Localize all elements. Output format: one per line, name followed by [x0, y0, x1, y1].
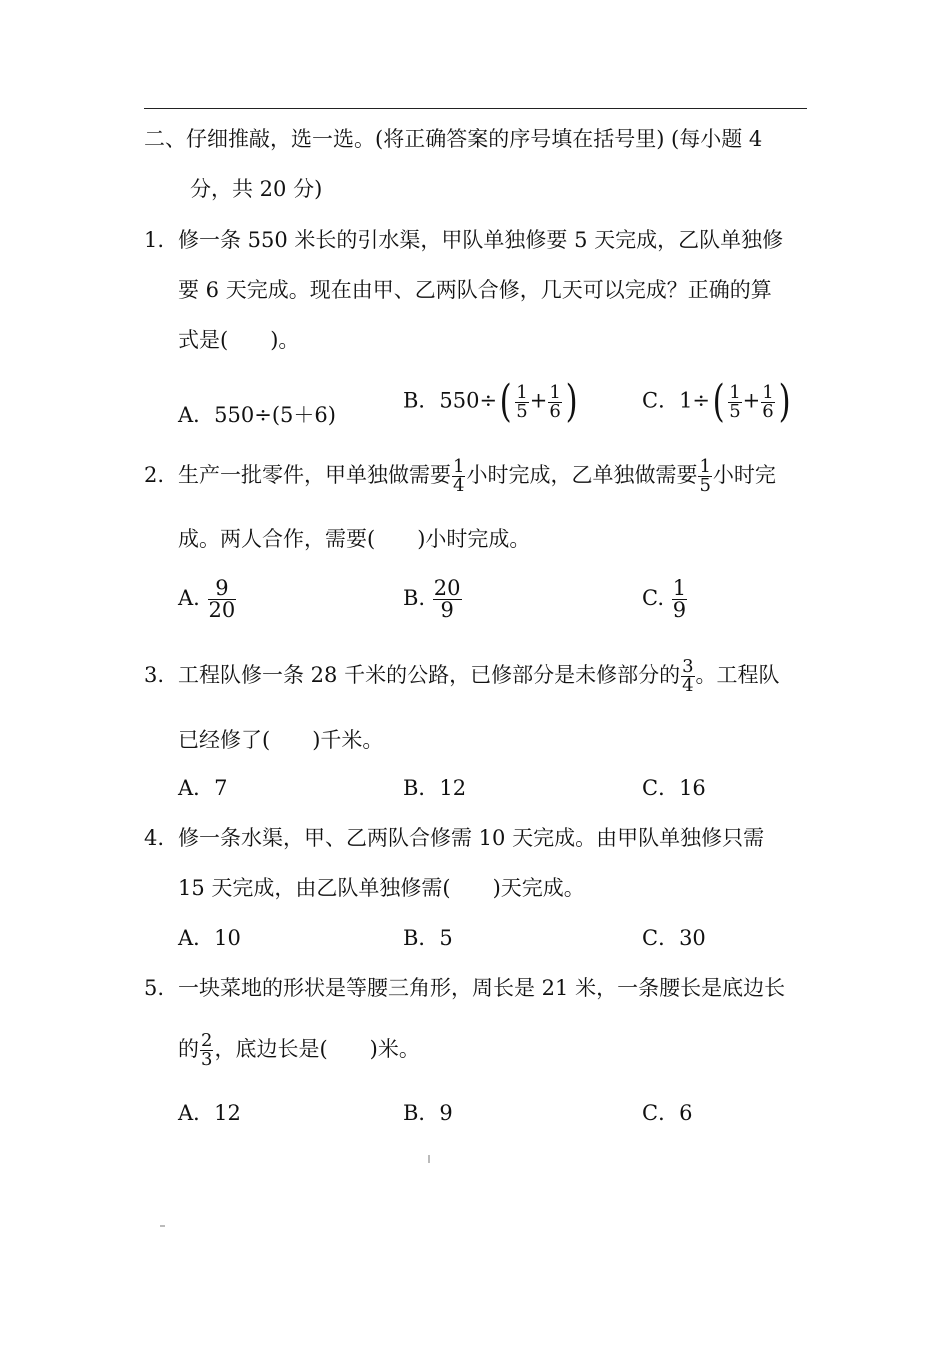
q1-c-frac-fifth: $\frac{1}{5}$ — [729, 381, 741, 422]
q5-frac-two-thirds: $\frac{2}{3}$ — [201, 1030, 213, 1070]
q1-c-frac-sixth: $\frac{1}{6}$ — [762, 381, 774, 422]
q2-text-line2: 成。两人合作，需要( )小时完成。 — [178, 527, 531, 551]
q1-text-line1: 修一条 550 米长的引水渠，甲队单独修要 5 天完成，乙队单独修 — [178, 228, 784, 252]
q3-option-b: B．12 — [403, 776, 467, 800]
q1-b-frac-fifth: $\frac{1}{5}$ — [516, 381, 528, 422]
q4-option-b: B．5 — [403, 926, 453, 950]
q5-text-line1: 一块菜地的形状是等腰三角形，周长是 21 米，一条腰长是底边长 — [178, 976, 786, 1000]
q1-number: 1. — [144, 228, 165, 252]
q4-option-c: C．30 — [642, 926, 706, 950]
q5-option-a: A．12 — [178, 1101, 241, 1125]
q3-text-line1: 工程队修一条 28 千米的公路，已修部分是未修部分的 $\frac{3}{4}$ 。工程队 — [178, 656, 780, 696]
q1-option-b — [403, 376, 580, 427]
right-paren: ) — [565, 376, 578, 427]
q1-option-a: A．550÷(5＋6) — [178, 403, 336, 427]
q1-option-b-prefix: B．550÷ — [403, 388, 498, 413]
q5-number: 5. — [144, 976, 165, 1000]
plus-sign: + — [529, 388, 548, 413]
q3-frac-three-quarters: $\frac{3}{4}$ — [682, 656, 694, 696]
section-heading-line2: 分，共 20 分) — [190, 177, 323, 201]
q1-option-c-prefix: C．1÷ — [642, 388, 711, 413]
top-rule — [144, 108, 807, 109]
q2-text-line1: 生产一批零件，甲单独做需要 $\frac{1}{4}$ 小时完成，乙单独做需要 $\frac{1}{5}$ 小时完 — [178, 456, 776, 496]
q2-frac-fifth: $\frac{1}{5}$ — [699, 456, 711, 496]
q2-option-a: A. $\frac{9}{20}$ — [178, 576, 236, 622]
q5-option-c: C．6 — [642, 1101, 693, 1125]
q4-text-line1: 修一条水渠，甲、乙两队合修需 10 天完成。由甲队单独修只需 — [178, 826, 765, 850]
left-paren: ( — [499, 376, 512, 427]
q2-frac-quarter: $\frac{1}{4}$ — [453, 456, 465, 496]
plus-sign: + — [742, 388, 761, 413]
q1-text-line3: 式是( )。 — [178, 328, 300, 352]
q4-text-line2: 15 天完成，由乙队单独修需( )天完成。 — [178, 876, 585, 900]
q1-text-line2: 要 6 天完成。现在由甲、乙两队合修，几天可以完成？正确的算 — [178, 278, 772, 302]
right-paren: ) — [778, 376, 791, 427]
q3-text-line2: 已经修了( )千米。 — [178, 728, 384, 752]
q2-c-fraction: $\frac{1}{9}$ — [672, 576, 687, 622]
q4-number: 4. — [144, 826, 165, 850]
left-paren: ( — [712, 376, 725, 427]
q3-option-c: C．16 — [642, 776, 706, 800]
q5-option-b: B．9 — [403, 1101, 453, 1125]
q2-option-b: B. $\frac{20}{9}$ — [403, 576, 461, 622]
q1-b-frac-sixth: $\frac{1}{6}$ — [549, 381, 561, 422]
section-heading-line1: 二、仔细推敲，选一选。(将正确答案的序号填在括号里) (每小题 4 — [144, 127, 763, 151]
scan-speck — [428, 1155, 430, 1163]
q1-option-c — [642, 376, 793, 427]
q2-b-fraction: $\frac{20}{9}$ — [433, 576, 461, 622]
q5-text-line2: 的 $\frac{2}{3}$ ，底边长是( )米。 — [178, 1030, 420, 1070]
q2-option-c: C. $\frac{1}{9}$ — [642, 576, 687, 622]
q2-a-fraction: $\frac{9}{20}$ — [208, 576, 236, 622]
q2-number: 2. — [144, 463, 165, 487]
scan-speck — [160, 1225, 165, 1227]
q4-option-a: A．10 — [178, 926, 241, 950]
q3-option-a: A．7 — [178, 776, 228, 800]
q3-number: 3. — [144, 663, 165, 687]
